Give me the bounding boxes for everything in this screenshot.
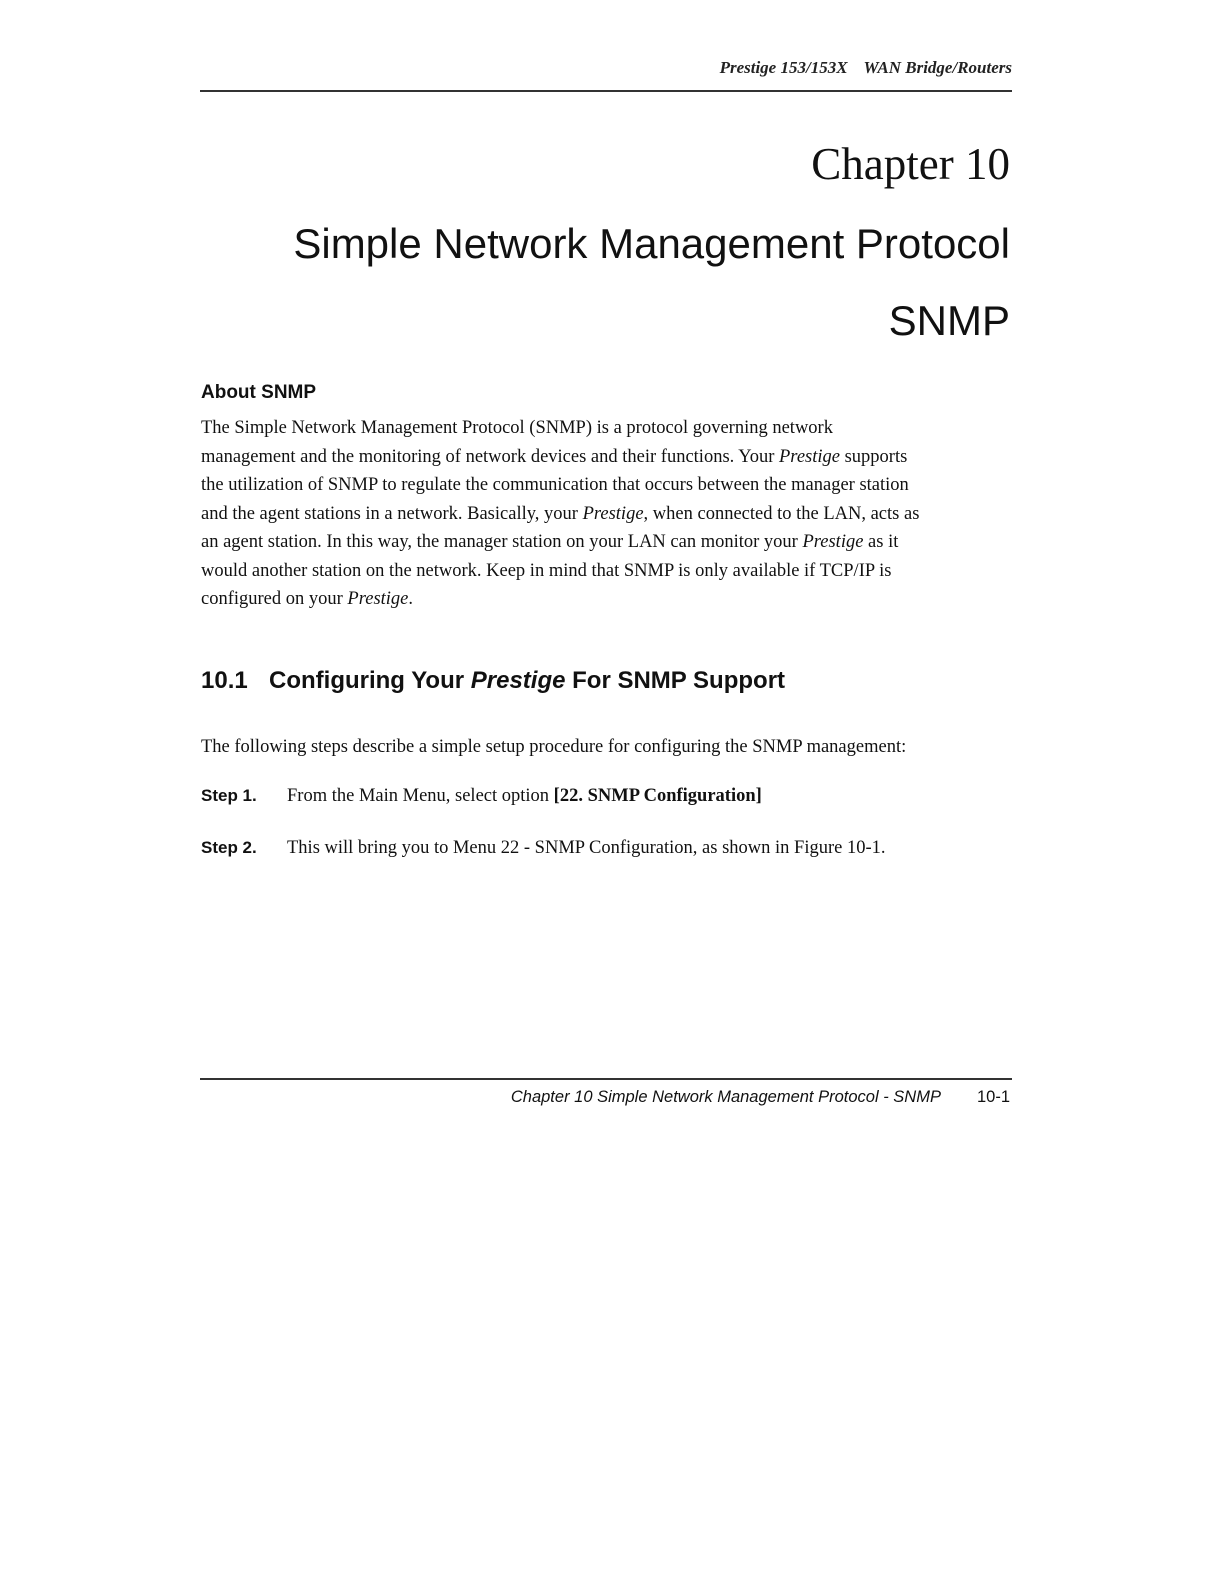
product-name-italic: Prestige [582, 503, 644, 524]
text-run: and the agent stations in a network. Basically, your [201, 503, 583, 524]
section-title-part: For SNMP Support [565, 667, 786, 694]
paragraph-line [201, 471, 1011, 500]
product-name-italic: Prestige [347, 589, 409, 609]
step-text [287, 786, 762, 806]
page-footer [200, 1088, 1010, 1107]
product-name-italic: Prestige [779, 446, 840, 467]
text-run: The Simple Network Management Protocol (SNMP) is a protocol governing network [201, 418, 833, 438]
step-1 [201, 786, 762, 807]
page-number: 10-1 [976, 1088, 1010, 1106]
about-paragraph [201, 414, 1011, 614]
step-2 [201, 838, 886, 859]
paragraph-line [201, 500, 1011, 529]
paragraph-line [201, 557, 1011, 586]
step-text-plain: From the Main Menu, select option [287, 786, 554, 806]
text-run: supports [839, 446, 908, 467]
running-header [200, 58, 1012, 78]
text-run: as it [863, 532, 899, 552]
menu-option-reference: [22. SNMP Configuration] [553, 786, 762, 806]
footer-rule [200, 1078, 1012, 1080]
text-run: the utilization of SNMP to regulate the communication that occurs between the manager station [201, 475, 909, 495]
header-product: Prestige 153/153X [719, 58, 848, 77]
step-label: Step 1. [201, 786, 257, 805]
section-title-part: Configuring Your [269, 667, 471, 694]
chapter-number: Chapter 10 [811, 139, 1010, 189]
chapter-title: Simple Network Management Protocol [293, 220, 1010, 267]
chapter-subtitle: SNMP [888, 297, 1010, 344]
text-run: configured on your [201, 589, 348, 609]
footer-title: Chapter 10 Simple Network Management Protocol - SNMP [510, 1088, 941, 1106]
text-run: management and the monitoring of network devices and their functions. Your [201, 446, 779, 467]
section-number: 10.1 [201, 667, 248, 694]
step-text: This will bring you to Menu 22 - SNMP Configuration, as shown in Figure 10-1. [287, 838, 886, 858]
section-title-italic: Prestige [470, 667, 566, 694]
paragraph-line [201, 528, 1011, 557]
paragraph-line [201, 414, 1011, 443]
product-name-italic: Prestige [802, 532, 864, 552]
text-run: . [408, 589, 414, 609]
about-heading: About SNMP [201, 382, 317, 403]
step-label: Step 2. [201, 838, 257, 857]
text-run: would another station on the network. Keep in mind that SNMP is only available if TCP/IP is [201, 560, 892, 581]
text-run: , when connected to the LAN, acts as [643, 503, 920, 524]
header-rule [200, 90, 1012, 92]
section-heading [201, 667, 785, 695]
text-run: an agent station. In this way, the manager station on your LAN can monitor your [201, 532, 803, 552]
header-product-type: WAN Bridge/Routers [863, 58, 1012, 77]
paragraph-line [201, 585, 1011, 614]
paragraph-line [201, 443, 1011, 472]
intro-paragraph: The following steps describe a simple setup procedure for configuring the SNMP management: [201, 737, 907, 757]
